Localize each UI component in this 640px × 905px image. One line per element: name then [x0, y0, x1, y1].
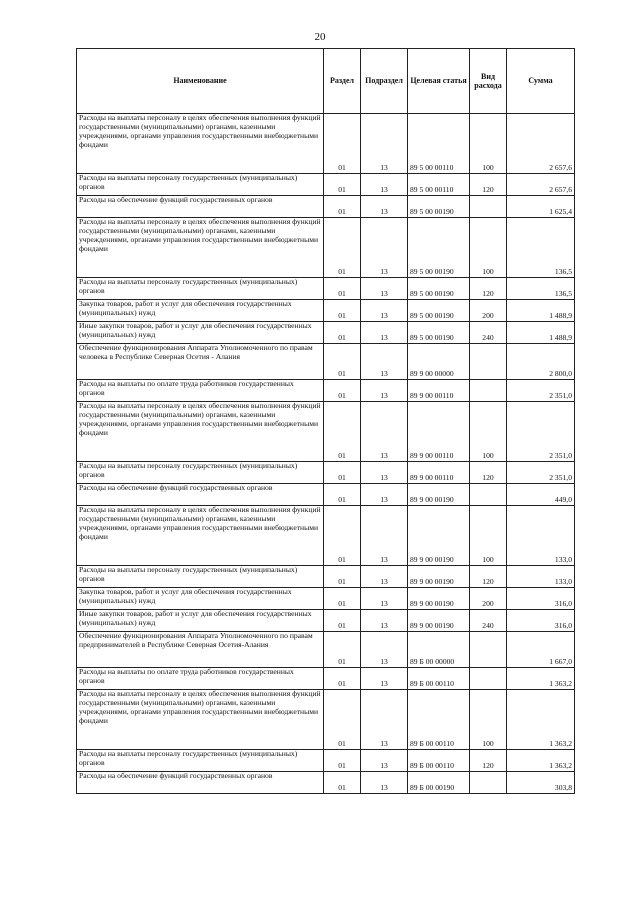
row-target-article: 89 Б 00 00000	[408, 632, 470, 668]
row-section: 01	[324, 278, 361, 300]
row-subsection: 13	[361, 344, 408, 380]
table-row	[77, 278, 575, 300]
row-section: 01	[324, 174, 361, 196]
row-expense-type: 120	[470, 278, 507, 300]
row-section: 01	[324, 750, 361, 772]
row-section: 01	[324, 506, 361, 566]
table-row	[77, 344, 575, 380]
row-sum: 2 657,6	[507, 174, 575, 196]
row-subsection: 13	[361, 196, 408, 218]
row-target-article: 89 9 00 00110	[408, 402, 470, 462]
row-sum: 1 363,2	[507, 668, 575, 690]
row-subsection: 13	[361, 218, 408, 278]
row-subsection: 13	[361, 114, 408, 174]
row-expense-type: 100	[470, 402, 507, 462]
row-target-article: 89 9 00 00190	[408, 610, 470, 632]
row-subsection: 13	[361, 772, 408, 794]
row-name: Закупка товаров, работ и услуг для обеспечения государственных (муниципальных) нужд	[77, 300, 324, 322]
header-name: Наименование	[77, 49, 324, 114]
row-target-article: 89 5 00 00110	[408, 114, 470, 174]
page-number: 20	[314, 31, 326, 43]
row-section: 01	[324, 588, 361, 610]
row-sum: 136,5	[507, 218, 575, 278]
table-row	[77, 380, 575, 402]
row-section: 01	[324, 196, 361, 218]
row-target-article: 89 5 00 00190	[408, 322, 470, 344]
row-name: Расходы на выплаты персоналу в целях обеспечения выполнения функций государственными (муниципальными) органами, казенными учреждениями, органами управления государственными внебюджетными фондами	[77, 506, 324, 566]
row-target-article: 89 9 00 00190	[408, 588, 470, 610]
row-expense-type: 200	[470, 588, 507, 610]
header-subsection: Подраздел	[361, 49, 408, 114]
row-section: 01	[324, 322, 361, 344]
row-target-article: 89 Б 00 00110	[408, 668, 470, 690]
row-name: Иные закупки товаров, работ и услуг для обеспечения государственных (муниципальных) нужд	[77, 322, 324, 344]
row-section: 01	[324, 300, 361, 322]
table-header	[77, 49, 575, 114]
row-section: 01	[324, 772, 361, 794]
row-section: 01	[324, 344, 361, 380]
row-name: Расходы на выплаты персоналу в целях обеспечения выполнения функций государственными (муниципальными) органами, казенными учреждениями, органами управления государственными внебюджетными фондами	[77, 114, 324, 174]
row-sum: 133,0	[507, 506, 575, 566]
row-target-article: 89 9 00 00000	[408, 344, 470, 380]
table-row	[77, 588, 575, 610]
row-expense-type: 120	[470, 566, 507, 588]
row-sum: 316,0	[507, 588, 575, 610]
row-sum: 1 488,9	[507, 322, 575, 344]
row-name: Расходы на выплаты персоналу государственных (муниципальных) органов	[77, 278, 324, 300]
row-expense-type: 100	[470, 114, 507, 174]
row-subsection: 13	[361, 668, 408, 690]
row-target-article: 89 9 00 00110	[408, 380, 470, 402]
table-row	[77, 566, 575, 588]
row-sum: 2 351,0	[507, 380, 575, 402]
row-sum: 2 351,0	[507, 462, 575, 484]
row-expense-type: 120	[470, 750, 507, 772]
row-sum: 133,0	[507, 566, 575, 588]
table-row	[77, 610, 575, 632]
row-name: Расходы на выплаты персоналу государственных (муниципальных) органов	[77, 750, 324, 772]
table-row	[77, 772, 575, 794]
row-expense-type: 100	[470, 506, 507, 566]
row-section: 01	[324, 668, 361, 690]
row-sum: 1 488,9	[507, 300, 575, 322]
row-expense-type	[470, 344, 507, 380]
row-section: 01	[324, 114, 361, 174]
row-sum: 1 667,0	[507, 632, 575, 668]
row-expense-type: 200	[470, 300, 507, 322]
row-section: 01	[324, 632, 361, 668]
table-row	[77, 690, 575, 750]
row-sum: 449,0	[507, 484, 575, 506]
row-subsection: 13	[361, 588, 408, 610]
row-subsection: 13	[361, 300, 408, 322]
table-row	[77, 668, 575, 690]
table-row	[77, 750, 575, 772]
row-name: Обеспечение функционирования Аппарата Уполномоченного по правам предпринимателей в Республике Северная Осетия-Алания	[77, 632, 324, 668]
table-row	[77, 174, 575, 196]
row-sum: 2 800,0	[507, 344, 575, 380]
row-expense-type	[470, 196, 507, 218]
header-sum: Сумма	[507, 49, 575, 114]
row-subsection: 13	[361, 402, 408, 462]
row-section: 01	[324, 484, 361, 506]
row-name: Расходы на выплаты персоналу государственных (муниципальных) органов	[77, 174, 324, 196]
row-subsection: 13	[361, 566, 408, 588]
row-expense-type: 100	[470, 690, 507, 750]
table-row	[77, 114, 575, 174]
row-subsection: 13	[361, 610, 408, 632]
row-target-article: 89 Б 00 00190	[408, 772, 470, 794]
row-target-article: 89 5 00 00110	[408, 174, 470, 196]
row-subsection: 13	[361, 632, 408, 668]
header-section: Раздел	[324, 49, 361, 114]
row-subsection: 13	[361, 322, 408, 344]
row-target-article: 89 9 00 00110	[408, 462, 470, 484]
header-expense-type: Вид расхода	[470, 49, 507, 114]
table-row	[77, 300, 575, 322]
table-row	[77, 218, 575, 278]
row-subsection: 13	[361, 462, 408, 484]
header-target-article: Целевая статья	[408, 49, 470, 114]
row-name: Расходы на выплаты персоналу государственных (муниципальных) органов	[77, 566, 324, 588]
row-subsection: 13	[361, 506, 408, 566]
row-subsection: 13	[361, 750, 408, 772]
row-name: Расходы на выплаты по оплате труда работников государственных органов	[77, 380, 324, 402]
row-sum: 303,8	[507, 772, 575, 794]
row-name: Закупка товаров, работ и услуг для обеспечения государственных (муниципальных) нужд	[77, 588, 324, 610]
table-row	[77, 484, 575, 506]
row-expense-type: 240	[470, 322, 507, 344]
row-expense-type	[470, 632, 507, 668]
row-subsection: 13	[361, 380, 408, 402]
row-subsection: 13	[361, 690, 408, 750]
row-target-article: 89 9 00 00190	[408, 566, 470, 588]
row-target-article: 89 5 00 00190	[408, 218, 470, 278]
row-name: Расходы на выплаты персоналу государственных (муниципальных) органов	[77, 462, 324, 484]
row-expense-type	[470, 484, 507, 506]
budget-table	[76, 48, 575, 794]
row-name: Расходы на обеспечение функций государственных органов	[77, 772, 324, 794]
table-row	[77, 462, 575, 484]
row-target-article: 89 5 00 00190	[408, 278, 470, 300]
row-section: 01	[324, 380, 361, 402]
row-name: Расходы на выплаты персоналу в целях обеспечения выполнения функций государственными (муниципальными) органами, казенными учреждениями, органами управления государственными внебюджетными фондами	[77, 218, 324, 278]
row-sum: 2 657,6	[507, 114, 575, 174]
table-body	[77, 114, 575, 794]
row-subsection: 13	[361, 484, 408, 506]
row-section: 01	[324, 462, 361, 484]
row-name: Расходы на обеспечение функций государственных органов	[77, 196, 324, 218]
row-name: Расходы на выплаты персоналу в целях обеспечения выполнения функций государственными (муниципальными) органами, казенными учреждениями, органами управления государственными внебюджетными фондами	[77, 690, 324, 750]
row-expense-type: 100	[470, 218, 507, 278]
row-target-article: 89 5 00 00190	[408, 196, 470, 218]
row-expense-type	[470, 772, 507, 794]
row-name: Расходы на выплаты по оплате труда работников государственных органов	[77, 668, 324, 690]
row-target-article: 89 5 00 00190	[408, 300, 470, 322]
row-target-article: 89 Б 00 00110	[408, 750, 470, 772]
row-name: Расходы на обеспечение функций государственных органов	[77, 484, 324, 506]
row-name: Обеспечение функционирования Аппарата Уполномоченного по правам человека в Республике Северная Осетия - Алания	[77, 344, 324, 380]
row-expense-type	[470, 668, 507, 690]
row-section: 01	[324, 566, 361, 588]
row-sum: 1 625,4	[507, 196, 575, 218]
row-sum: 1 363,2	[507, 690, 575, 750]
row-sum: 2 351,0	[507, 402, 575, 462]
table-row	[77, 506, 575, 566]
row-expense-type: 120	[470, 174, 507, 196]
row-target-article: 89 Б 00 00110	[408, 690, 470, 750]
row-expense-type: 120	[470, 462, 507, 484]
table-row	[77, 322, 575, 344]
row-expense-type: 240	[470, 610, 507, 632]
row-section: 01	[324, 218, 361, 278]
table-row	[77, 196, 575, 218]
row-section: 01	[324, 690, 361, 750]
row-sum: 136,5	[507, 278, 575, 300]
row-target-article: 89 9 00 00190	[408, 484, 470, 506]
table-row	[77, 402, 575, 462]
row-subsection: 13	[361, 278, 408, 300]
row-section: 01	[324, 610, 361, 632]
table-row	[77, 632, 575, 668]
row-section: 01	[324, 402, 361, 462]
row-name: Расходы на выплаты персоналу в целях обеспечения выполнения функций государственными (муниципальными) органами, казенными учреждениями, органами управления государственными внебюджетными фондами	[77, 402, 324, 462]
row-sum: 316,0	[507, 610, 575, 632]
row-target-article: 89 9 00 00190	[408, 506, 470, 566]
row-sum: 1 363,2	[507, 750, 575, 772]
row-expense-type	[470, 380, 507, 402]
row-subsection: 13	[361, 174, 408, 196]
row-name: Иные закупки товаров, работ и услуг для обеспечения государственных (муниципальных) нужд	[77, 610, 324, 632]
